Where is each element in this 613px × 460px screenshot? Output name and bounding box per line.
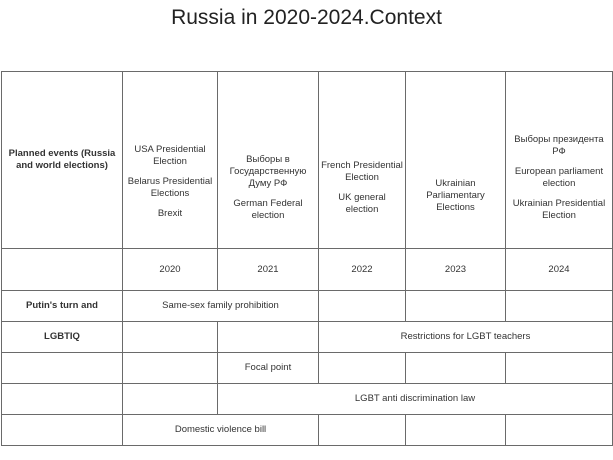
event-eu-parliament-election: European parliament election [514, 166, 604, 189]
empty-cell [406, 353, 506, 384]
year-2020: 2020 [123, 249, 218, 291]
lgbt-teachers-row [2, 322, 613, 353]
focal-point-cell: Focal point [218, 353, 319, 384]
domestic-violence-row [2, 415, 613, 446]
lgbtiq-label: LGBTIQ [2, 322, 123, 353]
empty-cell [406, 291, 506, 322]
planned-events-header: Planned events (Russia and world elections) [2, 72, 123, 249]
years-row-label [2, 249, 123, 291]
events-2020-cell [123, 72, 218, 249]
events-row [2, 72, 613, 249]
empty-cell [123, 353, 218, 384]
lgbt-teachers-restriction-cell: Restrictions for LGBT teachers [319, 322, 613, 353]
year-2021: 2021 [218, 249, 319, 291]
page-title: Russia in 2020-2024.Context [171, 6, 442, 29]
events-2023-cell [406, 72, 506, 249]
empty-cell [506, 353, 613, 384]
empty-cell [506, 291, 613, 322]
putin-turn-label: Putin's turn and [2, 291, 123, 322]
events-2024-cell [506, 72, 613, 249]
focal-row [2, 353, 613, 384]
years-row [2, 249, 613, 291]
empty-cell [2, 384, 123, 415]
lgbt-anti-discrimination-cell: LGBT anti discrimination law [218, 384, 613, 415]
event-russia-duma-election: Выборы в Государственную Думу РФ [229, 153, 307, 189]
empty-cell [123, 322, 218, 353]
empty-cell [218, 322, 319, 353]
event-brexit: Brexit [157, 208, 183, 219]
year-2022: 2022 [319, 249, 406, 291]
event-uk-election: UK general election [338, 191, 386, 215]
domestic-violence-cell: Domestic violence bill [123, 415, 319, 446]
year-2024: 2024 [506, 249, 613, 291]
empty-cell [2, 415, 123, 446]
empty-cell [319, 353, 406, 384]
year-2023: 2023 [406, 249, 506, 291]
empty-cell [506, 415, 613, 446]
event-usa-election: USA Presidential Election [134, 144, 206, 167]
events-2021-cell [218, 72, 319, 249]
same-sex-row [2, 291, 613, 322]
event-russia-presidential-election: Выборы президента РФ [514, 134, 604, 157]
empty-cell [319, 415, 406, 446]
empty-cell [319, 291, 406, 322]
context-table [1, 71, 613, 446]
event-ukraine-presidential-election: Ukrainian Presidential Election [512, 198, 606, 221]
empty-cell [406, 415, 506, 446]
event-ukraine-parliament-election: Ukrainian Parliamentary Elections [426, 178, 485, 213]
event-french-election: French Presidential Election [321, 159, 403, 183]
same-sex-prohibition-cell: Same-sex family prohibition [123, 291, 319, 322]
anti-discrimination-row [2, 384, 613, 415]
empty-cell [2, 353, 123, 384]
empty-cell [123, 384, 218, 415]
events-2022-cell [319, 72, 406, 249]
event-belarus-election: Belarus Presidential Elections [127, 176, 213, 199]
event-german-election: German Federal election [233, 197, 303, 221]
